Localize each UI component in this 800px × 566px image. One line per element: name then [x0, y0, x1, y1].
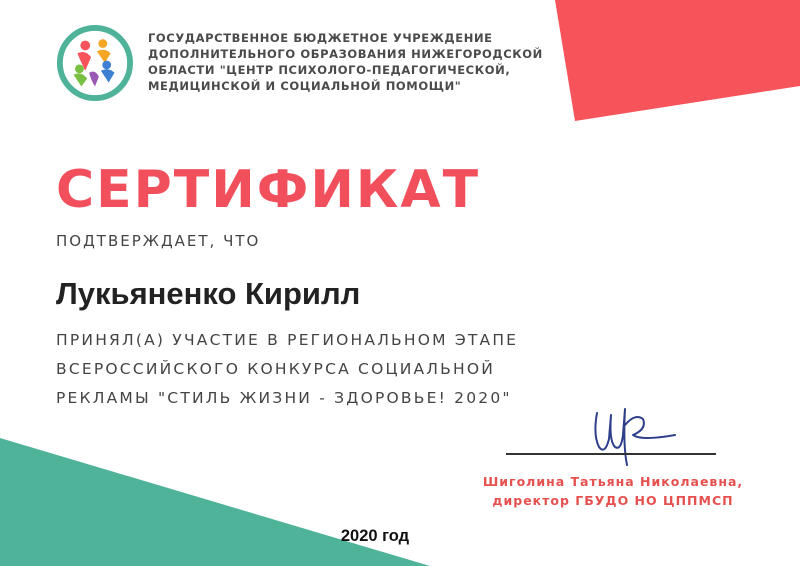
- certificate-title: СЕРТИФИКАТ: [56, 160, 481, 220]
- organization-name: [148, 30, 543, 94]
- organization-line: ГОСУДАРСТВЕННОЕ БЮДЖЕТНОЕ УЧРЕЖДЕНИЕ: [148, 31, 493, 45]
- organization-line: МЕДИЦИНСКОЙ И СОЦИАЛЬНОЙ ПОМОЩИ": [148, 79, 462, 93]
- signature-line: [506, 453, 716, 455]
- description-line: ВСЕРОССИЙСКОГО КОНКУРСА СОЦИАЛЬНОЙ: [56, 360, 496, 378]
- signer-position: директор ГБУДО НО ЦППМСП: [492, 493, 734, 508]
- certificate-year: 2020 год: [340, 527, 410, 545]
- organization-line: ДОПОЛНИТЕЛЬНОГО ОБРАЗОВАНИЯ НИЖЕГОРОДСКОЙ: [148, 47, 543, 61]
- signer-name: Шиголина Татьяна Николаевна,: [482, 474, 744, 489]
- confirms-text: ПОДТВЕРЖДАЕТ, ЧТО: [56, 232, 261, 250]
- participation-description: [56, 326, 576, 413]
- recipient-name: Лукьяненко Кирилл: [56, 276, 361, 311]
- organization-line: ОБЛАСТИ "ЦЕНТР ПСИХОЛОГО-ПЕДАГОГИЧЕСКОЙ,: [148, 63, 511, 77]
- description-line: ПРИНЯЛ(А) УЧАСТИЕ В РЕГИОНАЛЬНОМ ЭТАПЕ: [56, 331, 519, 349]
- handwritten-signature: [575, 395, 685, 475]
- signer-block: [468, 472, 758, 510]
- organization-logo: [56, 24, 134, 102]
- description-line: РЕКЛАМЫ "СТИЛЬ ЖИЗНИ - ЗДОРОВЬЕ! 2020": [56, 389, 512, 407]
